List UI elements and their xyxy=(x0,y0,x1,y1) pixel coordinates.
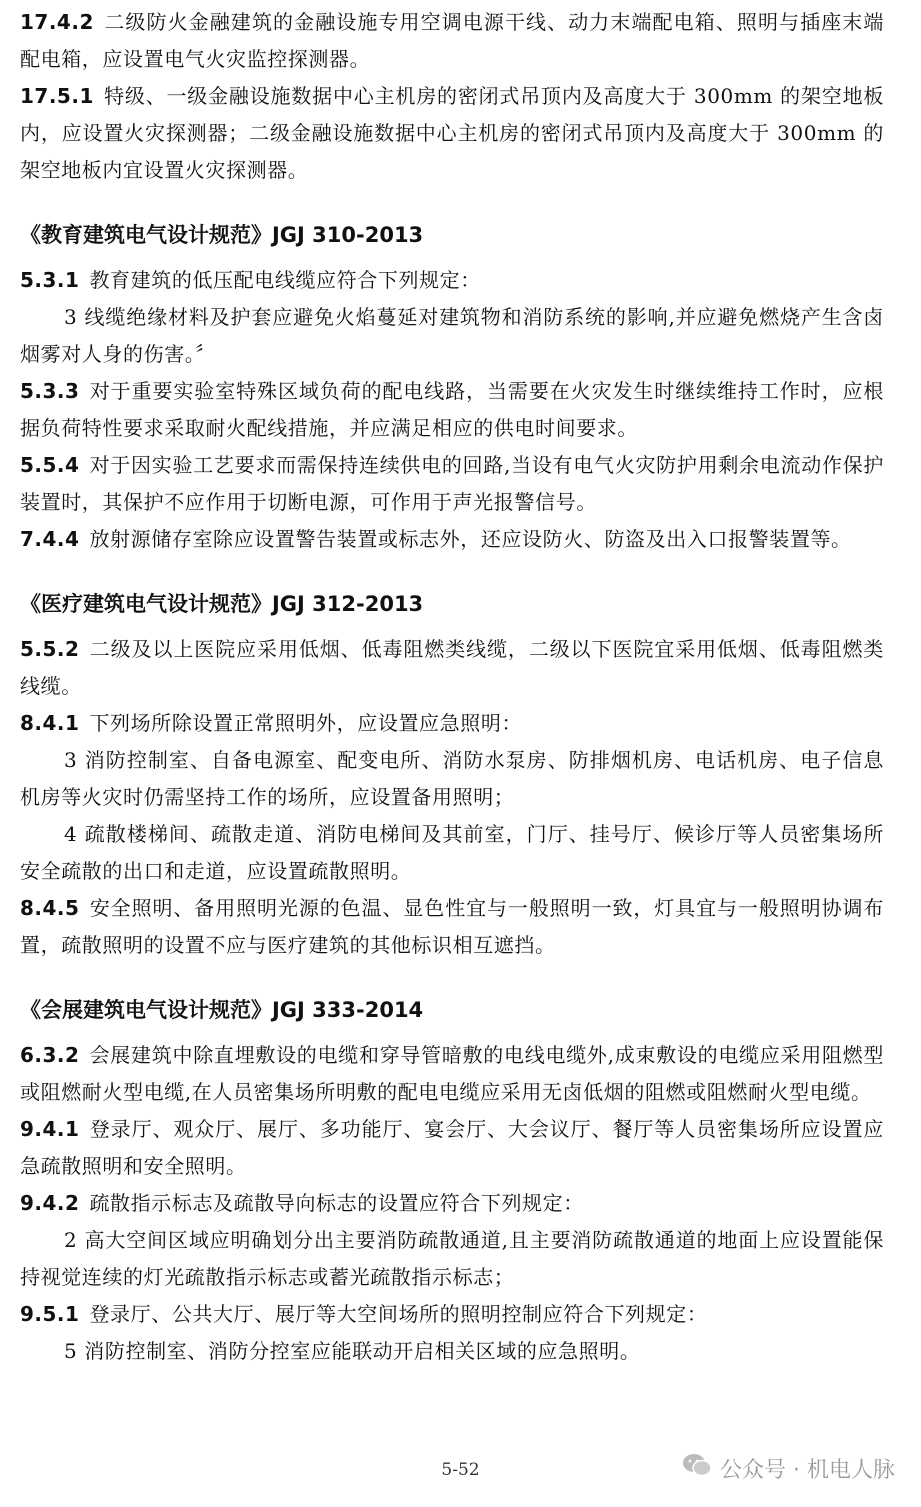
clause-item xyxy=(20,1333,884,1370)
clause-text: 二级及以上医院应采用低烟、低毒阻燃类线缆，二级以下医院宜采用低烟、低毒阻燃类线缆。 xyxy=(20,637,884,698)
clause xyxy=(20,1185,884,1222)
clause-number: 5.3.3 xyxy=(20,379,80,403)
clause xyxy=(20,631,884,705)
clause-item xyxy=(20,299,884,373)
clause-number: 17.5.1 xyxy=(20,84,94,108)
clause xyxy=(20,521,884,558)
clause-text: 安全照明、备用照明光源的色温、显色性宜与一般照明一致，灯具宜与一般照明协调布置，疏散照明的设置不应与医疗建筑的其他标识相互遮挡。 xyxy=(20,896,884,957)
clause xyxy=(20,78,884,189)
clause-number: 8.4.5 xyxy=(20,896,80,920)
clause-number: 5.5.4 xyxy=(20,453,80,477)
document-page xyxy=(20,4,884,1370)
clause-number: 17.4.2 xyxy=(20,10,94,34)
clause xyxy=(20,262,884,299)
clause-text: 登录厅、公共大厅、展厅等大空间场所的照明控制应符合下列规定： xyxy=(89,1302,708,1326)
watermark-text: 公众号 · 机电人脉 xyxy=(720,1457,895,1483)
clause-text: 下列场所除设置正常照明外，应设置应急照明： xyxy=(89,711,523,735)
clause-text: 疏散指示标志及疏散导向标志的设置应符合下列规定： xyxy=(89,1191,584,1215)
clause-number: 6.3.2 xyxy=(20,1043,80,1067)
watermark xyxy=(682,1452,895,1484)
clause-text: 会展建筑中除直埋敷设的电缆和穿导管暗敷的电线电缆外,成束敷设的电缆应采用阻燃型或阻燃耐火型电缆,在人员密集场所明敷的配电电缆应采用无卤低烟的阻燃或阻燃耐火型电缆。 xyxy=(20,1043,884,1104)
clause-item xyxy=(20,816,884,890)
clause xyxy=(20,4,884,78)
clause-text: 5 消防控制室、消防分控室应能联动开启相关区域的应急照明。 xyxy=(64,1339,641,1363)
clause-text: 放射源储存室除应设置警告装置或标志外，还应设防火、防盗及出入口报警装置等。 xyxy=(89,527,852,551)
clause-text: 二级防火金融建筑的金融设施专用空调电源干线、动力末端配电箱、照明与插座末端配电箱，应设置电气火灾监控探测器。 xyxy=(20,10,884,71)
clause xyxy=(20,1037,884,1111)
clause-text: 对于因实验工艺要求而需保持连续供电的回路,当设有电气火灾防护用剩余电流动作保护装置时，其保护不应作用于切断电源，可作用于声光报警信号。 xyxy=(20,453,884,514)
clause xyxy=(20,890,884,964)
clause-text: 3 消防控制室、自备电源室、配变电所、消防水泵房、防排烟机房、电话机房、电子信息机房等火灾时仍需坚持工作的场所，应设置备用照明； xyxy=(20,748,884,809)
clause xyxy=(20,705,884,742)
clause-text: 教育建筑的低压配电线缆应符合下列规定： xyxy=(89,268,481,292)
clause-number: 9.4.2 xyxy=(20,1191,80,1215)
clause xyxy=(20,373,884,447)
clause xyxy=(20,1296,884,1333)
clause-text: 特级、一级金融设施数据中心主机房的密闭式吊顶内及高度大于 300mm 的架空地板内，应设置火灾探测器；二级金融设施数据中心主机房的密闭式吊顶内及高度大于 300mm 的架空地板内宜设置火灾探测器。 xyxy=(20,84,884,182)
section-heading: 《会展建筑电气设计规范》JGJ 333-2014 xyxy=(20,998,424,1022)
page-number: 5-52 xyxy=(441,1460,480,1480)
clause xyxy=(20,447,884,521)
section-heading: 《医疗建筑电气设计规范》JGJ 312-2013 xyxy=(20,592,424,616)
clause-text: 登录厅、观众厅、展厅、多功能厅、宴会厅、大会议厅、餐厅等人员密集场所应设置应急疏散照明和安全照明。 xyxy=(20,1117,884,1178)
clause-item xyxy=(20,1222,884,1296)
clause-number: 9.5.1 xyxy=(20,1302,80,1326)
clause-number: 8.4.1 xyxy=(20,711,80,735)
wechat-icon xyxy=(682,1452,712,1484)
clause-number: 9.4.1 xyxy=(20,1117,80,1141)
clause-text: 2 高大空间区域应明确划分出主要消防疏散通道,且主要消防疏散通道的地面上应设置能保持视觉连续的灯光疏散指示标志或蓄光疏散指示标志； xyxy=(20,1228,884,1289)
clause-text: 3 线缆绝缘材料及护套应避免火焰蔓延对建筑物和消防系统的影响,并应避免燃烧产生含卤烟雾对人身的伤害。〞 xyxy=(20,305,884,366)
clause-text: 对于重要实验室特殊区域负荷的配电线路，当需要在火灾发生时继续维持工作时，应根据负荷特性要求采取耐火配线措施，并应满足相应的供电时间要求。 xyxy=(20,379,884,440)
clause-item xyxy=(20,742,884,816)
clause-number: 5.5.2 xyxy=(20,637,80,661)
clause xyxy=(20,1111,884,1185)
clause-number: 7.4.4 xyxy=(20,527,80,551)
clause-text: 4 疏散楼梯间、疏散走道、消防电梯间及其前室，门厅、挂号厅、候诊厅等人员密集场所安全疏散的出口和走道，应设置疏散照明。 xyxy=(20,822,884,883)
section-heading: 《教育建筑电气设计规范》JGJ 310-2013 xyxy=(20,223,424,247)
clause-number: 5.3.1 xyxy=(20,268,80,292)
